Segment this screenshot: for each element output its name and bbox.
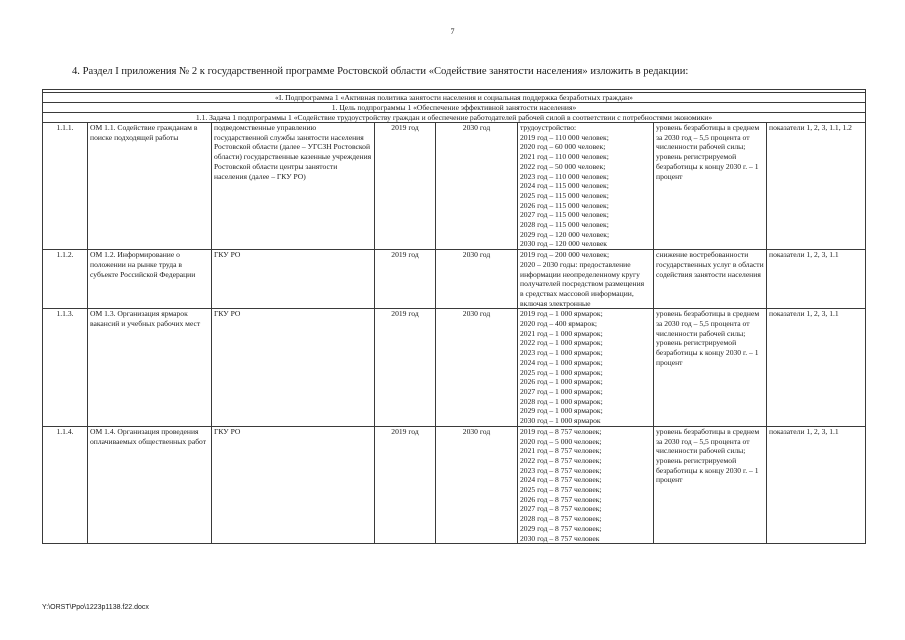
result-line: 2019 год – 200 000 человек; xyxy=(520,250,610,260)
goal-title: 1. Цель подпрограммы 1 «Обеспечение эффективной занятости населения» xyxy=(43,103,866,113)
executor: ГКУ РО xyxy=(212,426,375,543)
expected-result xyxy=(518,250,654,309)
subprogram-row xyxy=(43,93,866,103)
row-number: 1.1.4. xyxy=(43,426,88,543)
consequence: уровень безработицы в среднем за 2030 год – 5,5 процента от численности рабочей силы; уровень регистрируемой безработицы к концу 2030 г. – 1 процент xyxy=(654,426,767,543)
executor: ГКУ РО xyxy=(212,250,375,309)
start-year: 2019 год xyxy=(375,250,436,309)
expected-result xyxy=(518,426,654,543)
indicators: показатели 1, 2, 3, 1.1 xyxy=(767,426,866,543)
table-row xyxy=(43,426,866,543)
expected-result xyxy=(518,309,654,426)
result-line: 2022 год – 8 757 человек; xyxy=(520,455,602,465)
result-line: 2026 год – 1 000 ярмарок; xyxy=(520,377,603,387)
result-line: 2024 год – 8 757 человек; xyxy=(520,475,602,485)
result-line: 2026 год – 8 757 человек; xyxy=(520,494,602,504)
result-line: информации неопределенному кругу xyxy=(520,269,640,279)
result-line: 2030 год – 120 000 человек xyxy=(520,239,608,249)
result-line: получателей посредством размещения xyxy=(520,279,645,289)
result-line: 2025 год – 115 000 человек; xyxy=(520,190,609,200)
measure-name: ОМ 1.3. Организация ярмарок вакансий и учебных рабочих мест xyxy=(88,309,212,426)
indicators: показатели 1, 2, 3, 1.1 xyxy=(767,309,866,426)
result-line: 2030 год – 8 757 человек xyxy=(520,533,600,543)
consequence: уровень безработицы в среднем за 2030 год – 5,5 процента от численности рабочей силы; уровень регистрируемой безработицы к концу 2030 г. – 1 процент xyxy=(654,123,767,250)
end-year: 2030 год xyxy=(436,309,518,426)
consequence: снижение востребованности государственных услуг в области содействия занятости населения xyxy=(654,250,767,309)
indicators: показатели 1, 2, 3, 1.1, 1.2 xyxy=(767,123,866,250)
end-year: 2030 год xyxy=(436,123,518,250)
result-line: 2020 год – 400 ярмарок; xyxy=(520,319,598,329)
start-year: 2019 год xyxy=(375,123,436,250)
consequence: уровень безработицы в среднем за 2030 год – 5,5 процента от численности рабочей силы; уровень регистрируемой безработицы к концу 2030 г. – 1 процент xyxy=(654,309,767,426)
end-year: 2030 год xyxy=(436,426,518,543)
document-heading: 4. Раздел I приложения № 2 к государственной программе Ростовской области «Содействие занятости населения» изложить в редакции: xyxy=(72,66,689,77)
subprogram-title: «I. Подпрограмма 1 «Активная политика занятости населения и социальная поддержка безработных граждан» xyxy=(43,93,866,103)
result-line: 2020 – 2030 годы: предоставление xyxy=(520,259,631,269)
result-line: включая электронные xyxy=(520,298,591,308)
result-line: 2024 год – 115 000 человек; xyxy=(520,181,609,191)
measure-name: ОМ 1.4. Организация проведения оплачиваемых общественных работ xyxy=(88,426,212,543)
result-line: 2019 год – 8 757 человек; xyxy=(520,426,602,436)
result-line: трудоустройство: xyxy=(520,123,577,132)
result-line: 2025 год – 1 000 ярмарок; xyxy=(520,367,603,377)
result-line: 2019 год – 1 000 ярмарок; xyxy=(520,309,603,319)
result-line: 2020 год – 5 000 человек; xyxy=(520,436,602,446)
result-line: 2023 год – 110 000 человек; xyxy=(520,171,609,181)
result-line: 2021 год – 8 757 человек; xyxy=(520,446,602,456)
file-path-footer: Y:\ORST\Ppo\1223p1138.f22.docx xyxy=(42,604,149,611)
result-line: 2028 год – 115 000 человек; xyxy=(520,220,609,230)
task-title: 1.1. Задача 1 подпрограммы 1 «Содействие трудоустройству граждан и обеспечение работодателей рабочей силой в соответствии с потребностями экономики» xyxy=(43,113,866,123)
result-line: 2029 год – 120 000 человек; xyxy=(520,229,610,239)
result-line: 2023 год – 8 757 человек; xyxy=(520,465,602,475)
result-line: 2028 год – 8 757 человек; xyxy=(520,514,602,524)
result-line: в средствах массовой информации, xyxy=(520,288,634,298)
task-row xyxy=(43,113,866,123)
result-line: 2022 год – 50 000 человек; xyxy=(520,161,606,171)
start-year: 2019 год xyxy=(375,426,436,543)
table-row xyxy=(43,309,866,426)
table-row xyxy=(43,250,866,309)
row-number: 1.1.2. xyxy=(43,250,88,309)
measure-name: ОМ 1.2. Информирование о положении на рынке труда в субъекте Российской Федерации xyxy=(88,250,212,309)
goal-row xyxy=(43,103,866,113)
program-table xyxy=(42,89,866,544)
indicators: показатели 1, 2, 3, 1.1 xyxy=(767,250,866,309)
expected-result xyxy=(518,123,654,250)
result-line: 2022 год – 1 000 ярмарок; xyxy=(520,338,603,348)
result-line: 2027 год – 115 000 человек; xyxy=(520,210,609,220)
end-year: 2030 год xyxy=(436,250,518,309)
measure-name: ОМ 1.1. Содействие гражданам в поиске подходящей работы xyxy=(88,123,212,250)
executor: подведомственные управлению государственной службы занятости населения Ростовской области (далее – УГСЗН Ростовской области) государственные казенные учреждения Ростовской области центры занятости населения (далее – ГКУ РО) xyxy=(212,123,375,250)
result-line: 2025 год – 8 757 человек; xyxy=(520,485,602,495)
result-line: 2024 год – 1 000 ярмарок; xyxy=(520,357,603,367)
executor: ГКУ РО xyxy=(212,309,375,426)
result-line: 2026 год – 115 000 человек; xyxy=(520,200,609,210)
result-line: 2020 год – 60 000 человек; xyxy=(520,142,606,152)
row-number: 1.1.1. xyxy=(43,123,88,250)
result-line: 2028 год – 1 000 ярмарок; xyxy=(520,396,603,406)
result-line: 2019 год – 110 000 человек; xyxy=(520,132,609,142)
result-line: 2027 год – 1 000 ярмарок; xyxy=(520,386,603,396)
result-line: 2030 год – 1 000 ярмарок xyxy=(520,416,601,426)
row-number: 1.1.3. xyxy=(43,309,88,426)
result-line: 2023 год – 1 000 ярмарок; xyxy=(520,348,603,358)
start-year: 2019 год xyxy=(375,309,436,426)
result-line: 2029 год – 8 757 человек; xyxy=(520,523,602,533)
result-line: 2021 год – 1 000 ярмарок; xyxy=(520,328,603,338)
result-line: 2021 год – 110 000 человек; xyxy=(520,152,609,162)
table-row xyxy=(43,123,866,250)
page-number: 7 xyxy=(450,27,455,36)
result-line: 2029 год – 1 000 ярмарок; xyxy=(520,406,603,416)
result-line: 2027 год – 8 757 человек; xyxy=(520,504,602,514)
